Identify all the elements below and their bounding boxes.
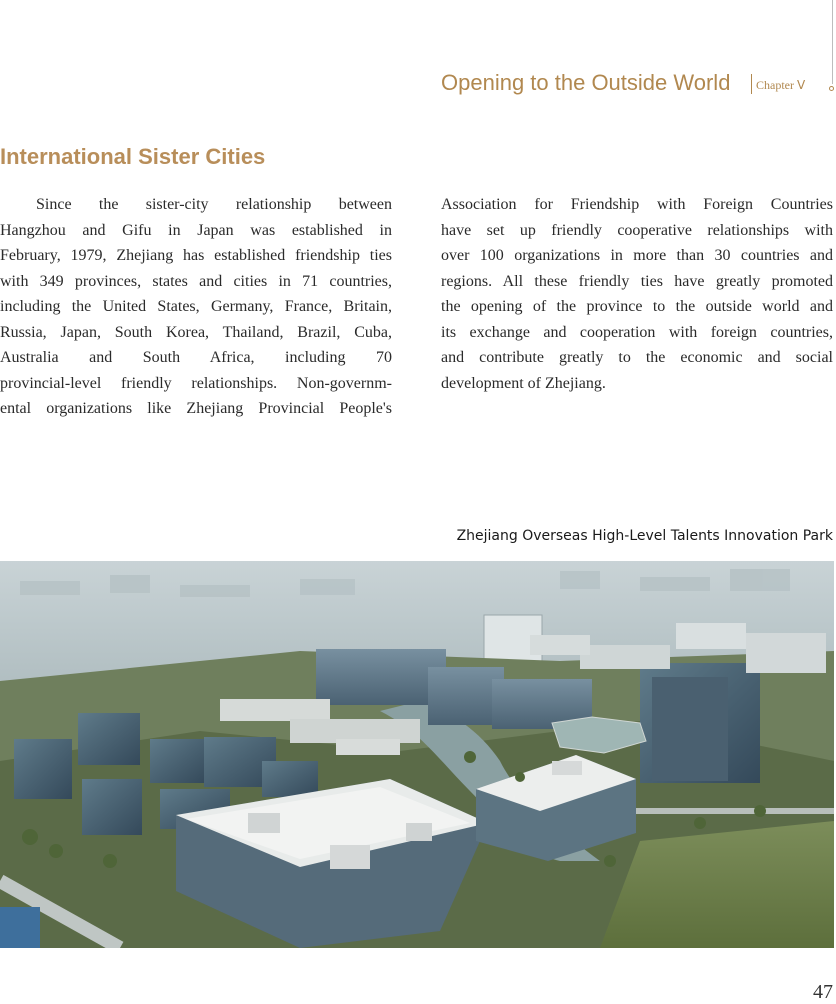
body-line: including the United States, Germany, France, Britain, <box>0 298 392 315</box>
aerial-photo <box>0 561 834 948</box>
body-line: ental organizations like Zhejiang Provincial People's <box>0 400 392 417</box>
chapter-label: Chapter Ⅴ <box>756 78 806 92</box>
body-line: its exchange and cooperation with foreign countries, <box>441 323 833 341</box>
header-divider <box>751 74 752 94</box>
body-line: provincial-level friendly relationships. Non-governm- <box>0 374 392 392</box>
page-edge-line <box>832 0 833 84</box>
body-line: Russia, Japan, South Korea, Thailand, Brazil, Cuba, <box>0 323 392 341</box>
chapter-title: Opening to the Outside World <box>441 70 731 95</box>
body-line: Hangzhou and Gifu in Japan was established in <box>0 221 392 239</box>
body-line: and contribute greatly to the economic and social <box>441 349 833 366</box>
body-column-left <box>0 192 392 422</box>
body-column-right <box>441 192 833 396</box>
body-line: Australia and South Africa, including 70 <box>0 349 392 366</box>
page-number: 47 <box>813 981 833 1003</box>
body-line: the opening of the province to the outside world and <box>441 298 833 315</box>
body-line: with 349 provinces, states and cities in 71 countries, <box>0 272 392 290</box>
photo-caption: Zhejiang Overseas High-Level Talents Innovation Park <box>456 528 833 544</box>
body-line: have set up friendly cooperative relationships with <box>441 221 833 239</box>
body-line: Association for Friendship with Foreign Countries <box>441 196 833 213</box>
body-line: over 100 organizations in more than 30 countries and <box>441 247 833 264</box>
body-line: February, 1979, Zhejiang has established friendship ties <box>0 247 392 264</box>
body-line: Since the sister-city relationship between <box>36 196 392 213</box>
page-edge-dot <box>829 86 834 91</box>
body-line: development of Zhejiang. <box>441 374 606 392</box>
section-heading: International Sister Cities <box>0 144 266 169</box>
body-line: regions. All these friendly ties have greatly promoted <box>441 272 833 290</box>
